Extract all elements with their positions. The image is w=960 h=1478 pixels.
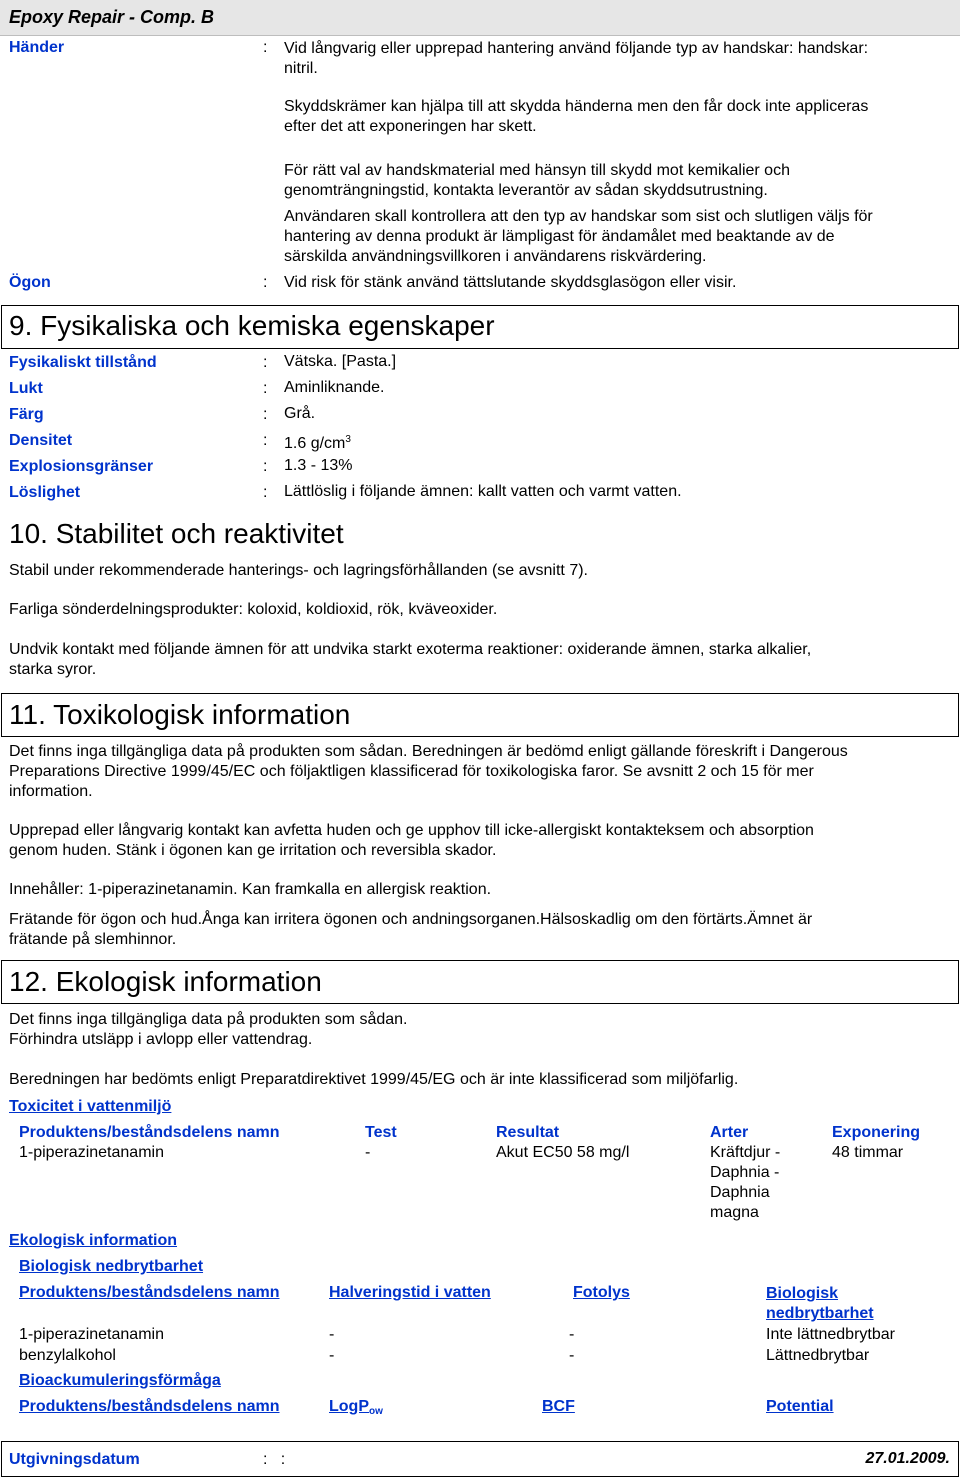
hands-label: Händer bbox=[9, 39, 65, 56]
issue-date-label: Utgivningsdatum bbox=[9, 1451, 140, 1468]
explosion-limits-value: 1.3 - 13% bbox=[284, 457, 353, 474]
hands-paragraph-3 bbox=[284, 161, 790, 201]
tox-header-test: Test bbox=[365, 1124, 397, 1141]
hands-p2-line-1: Skyddskrämer kan hjälpa till att skydda händerna men den får dock inte appliceras bbox=[284, 98, 869, 115]
physical-state-colon: : bbox=[263, 354, 268, 371]
document-title: Epoxy Repair - Comp. B bbox=[9, 7, 215, 27]
section-11-contains: Innehåller: 1-piperazinetanamin. Kan framkalla en allergisk reaktion. bbox=[9, 881, 492, 898]
color-colon: : bbox=[263, 406, 268, 423]
bio-row-2-name: benzylalkohol bbox=[19, 1347, 116, 1364]
physical-state-value: Vätska. [Pasta.] bbox=[284, 353, 397, 370]
bioacc-logp-subscript: ow bbox=[369, 1406, 383, 1417]
section-12-paragraph-2: Beredningen har bedömts enligt Preparatdirektivet 1999/45/EG och är inte klassificerad som miljöfarlig. bbox=[9, 1071, 739, 1088]
tox-species-line-3: Daphnia bbox=[710, 1184, 770, 1201]
section-10-avoid-line-2: starka syror. bbox=[9, 661, 97, 678]
bio-row-2-half-life: - bbox=[329, 1347, 335, 1364]
bio-row-1-name: 1-piperazinetanamin bbox=[19, 1326, 164, 1343]
bioacc-header-bcf: BCF bbox=[542, 1398, 575, 1415]
tox-row-exposure: 48 timmar bbox=[832, 1144, 904, 1161]
section-10-avoid-line-1: Undvik kontakt med följande ämnen för att undvika starkt exoterma reaktioner: oxiderande ämnen, starka alkalier, bbox=[9, 641, 812, 658]
footer-box bbox=[1, 1441, 959, 1477]
aquatic-toxicity-heading[interactable]: Toxicitet i vattenmiljö bbox=[9, 1098, 172, 1115]
hands-paragraph-2 bbox=[284, 97, 868, 137]
section-10-avoid bbox=[9, 640, 811, 680]
tox-header-result: Resultat bbox=[496, 1124, 560, 1141]
hands-p2-line-2: efter det att exponeringen har skett. bbox=[284, 118, 537, 135]
tox-species-line-4: magna bbox=[710, 1204, 759, 1221]
bio-header-half-life: Halveringstid i vatten bbox=[329, 1284, 491, 1301]
bioaccumulation-heading[interactable]: Bioackumuleringsförmåga bbox=[19, 1372, 221, 1389]
tox-header-exposure: Exponering bbox=[832, 1124, 921, 1141]
section-11-p4-line-1: Frätande för ögon och hud.Ånga kan irritera ögonen och andningsorganen.Hälsoskadlig om den förtärts.Ämnet är bbox=[9, 911, 813, 928]
hands-p1-line-2: nitril. bbox=[284, 60, 318, 77]
section-11-paragraph-4 bbox=[9, 910, 812, 950]
bioacc-header-potential: Potential bbox=[766, 1398, 834, 1415]
tox-row-species bbox=[710, 1143, 780, 1223]
hands-p4-line-2: hantering av denna produkt är lämpligast för ändamålet med beaktande av de bbox=[284, 228, 835, 245]
bio-header-name: Produktens/beståndsdelens namn bbox=[19, 1284, 280, 1301]
hands-p3-line-2: genomträngningstid, kontakta leverantör av sådan skyddsutrustning. bbox=[284, 182, 768, 199]
explosion-limits-colon: : bbox=[263, 458, 268, 475]
solubility-value: Lättlöslig i följande ämnen: kallt vatten och varmt vatten. bbox=[284, 483, 682, 500]
bio-row-1-photolysis: - bbox=[569, 1326, 575, 1343]
tox-row-test: - bbox=[365, 1144, 371, 1161]
section-11-title: 11. Toxikologisk information bbox=[9, 699, 351, 730]
hands-colon: : bbox=[263, 39, 268, 56]
explosion-limits-label: Explosionsgränser bbox=[9, 458, 154, 475]
bio-row-2-photolysis: - bbox=[569, 1347, 575, 1364]
section-11-p1-line-2: Preparations Directive 1999/45/EC och följaktligen klassificerad för toxikologiska faror. Se avsnitt 2 och 15 för mer bbox=[9, 763, 814, 780]
bioacc-logp-text: LogP bbox=[329, 1398, 369, 1415]
issue-date-colons: : : bbox=[263, 1451, 286, 1468]
biodegradability-heading[interactable]: Biologisk nedbrytbarhet bbox=[19, 1258, 204, 1275]
section-9-title: 9. Fysikaliska och kemiska egenskaper bbox=[9, 310, 495, 341]
section-12-p1-line-1: Det finns inga tillgängliga data på produkten som sådan. bbox=[9, 1011, 408, 1028]
section-12-paragraph-1 bbox=[9, 1010, 407, 1050]
hands-paragraph-1 bbox=[284, 39, 868, 79]
hands-p3-line-1: För rätt val av handskmaterial med hänsyn till skydd mot kemikalier och bbox=[284, 162, 790, 179]
physical-state-label: Fysikaliskt tillstånd bbox=[9, 354, 157, 371]
solubility-colon: : bbox=[263, 484, 268, 501]
section-12-p1-line-2: Förhindra utsläpp i avlopp eller vattendrag. bbox=[9, 1031, 313, 1048]
bio-row-1-half-life: - bbox=[329, 1326, 335, 1343]
color-value: Grå. bbox=[284, 405, 316, 422]
bioacc-header-logp bbox=[329, 1398, 383, 1417]
section-12-title: 12. Ekologisk information bbox=[9, 966, 322, 997]
tox-species-line-1: Kräftdjur - bbox=[710, 1144, 781, 1161]
hands-p4-line-1: Användaren skall kontrollera att den typ av handskar som sist och slutligen väljs för bbox=[284, 208, 873, 225]
odor-value: Aminliknande. bbox=[284, 379, 385, 396]
density-label: Densitet bbox=[9, 432, 73, 449]
density-number: 1.6 g/cm bbox=[284, 435, 346, 452]
bio-header-photolysis: Fotolys bbox=[573, 1284, 630, 1301]
issue-date-value: 27.01.2009. bbox=[865, 1450, 950, 1467]
section-11-p1-line-3: information. bbox=[9, 783, 93, 800]
section-11-p1-line-1: Det finns inga tillgängliga data på produkten som sådan. Beredningen är bedömd enligt gällande föreskrift i Dangerous bbox=[9, 743, 848, 760]
density-colon: : bbox=[263, 432, 268, 449]
hands-p4-line-3: särskilda användningsvillkoren i användarens riskvärdering. bbox=[284, 248, 707, 265]
section-11-p2-line-1: Upprepad eller långvarig kontakt kan avfetta huden och ge upphov till icke-allergiskt kontakteksem och absorption bbox=[9, 822, 814, 839]
eyes-text: Vid risk för stänk använd tättslutande skyddsglasögon eller visir. bbox=[284, 274, 737, 291]
bio-header-bio-line-2: nedbrytbarhet bbox=[766, 1305, 874, 1322]
tox-header-name: Produktens/beståndsdelens namn bbox=[19, 1124, 280, 1141]
section-11-paragraph-2 bbox=[9, 821, 814, 861]
bio-row-2-biodegradability: Lättnedbrytbar bbox=[766, 1347, 870, 1364]
tox-row-name: 1-piperazinetanamin bbox=[19, 1144, 164, 1161]
section-10-decomposition: Farliga sönderdelningsprodukter: koloxid, koldioxid, rök, kväveoxider. bbox=[9, 601, 498, 618]
bio-row-1-biodegradability: Inte lättnedbrytbar bbox=[766, 1326, 895, 1343]
hands-paragraph-4 bbox=[284, 207, 873, 267]
section-11-paragraph-1 bbox=[9, 742, 848, 802]
density-superscript: 3 bbox=[345, 434, 351, 445]
density-value bbox=[284, 430, 351, 454]
bio-header-biodegradability bbox=[766, 1284, 874, 1324]
tox-header-species: Arter bbox=[710, 1124, 749, 1141]
ecological-info-heading[interactable]: Ekologisk information bbox=[9, 1232, 178, 1249]
tox-species-line-2: Daphnia - bbox=[710, 1164, 780, 1181]
hands-p1-line-1: Vid långvarig eller upprepad hantering använd följande typ av handskar: handskar: bbox=[284, 40, 869, 57]
odor-colon: : bbox=[263, 380, 268, 397]
section-10-stability: Stabil under rekommenderade hanterings- och lagringsförhållanden (se avsnitt 7). bbox=[9, 562, 588, 579]
eyes-label: Ögon bbox=[9, 274, 51, 291]
odor-label: Lukt bbox=[9, 380, 43, 397]
section-11-p2-line-2: genom huden. Stänk i ögonen kan ge irritation och reversibla skador. bbox=[9, 842, 497, 859]
solubility-label: Löslighet bbox=[9, 484, 81, 501]
tox-row-result: Akut EC50 58 mg/l bbox=[496, 1144, 630, 1161]
section-11-p4-line-2: frätande på slemhinnor. bbox=[9, 931, 177, 948]
bioacc-header-name: Produktens/beståndsdelens namn bbox=[19, 1398, 280, 1415]
eyes-colon: : bbox=[263, 274, 268, 291]
color-label: Färg bbox=[9, 406, 44, 423]
bio-header-bio-line-1: Biologisk bbox=[766, 1285, 839, 1302]
section-10-title: 10. Stabilitet och reaktivitet bbox=[9, 518, 344, 549]
